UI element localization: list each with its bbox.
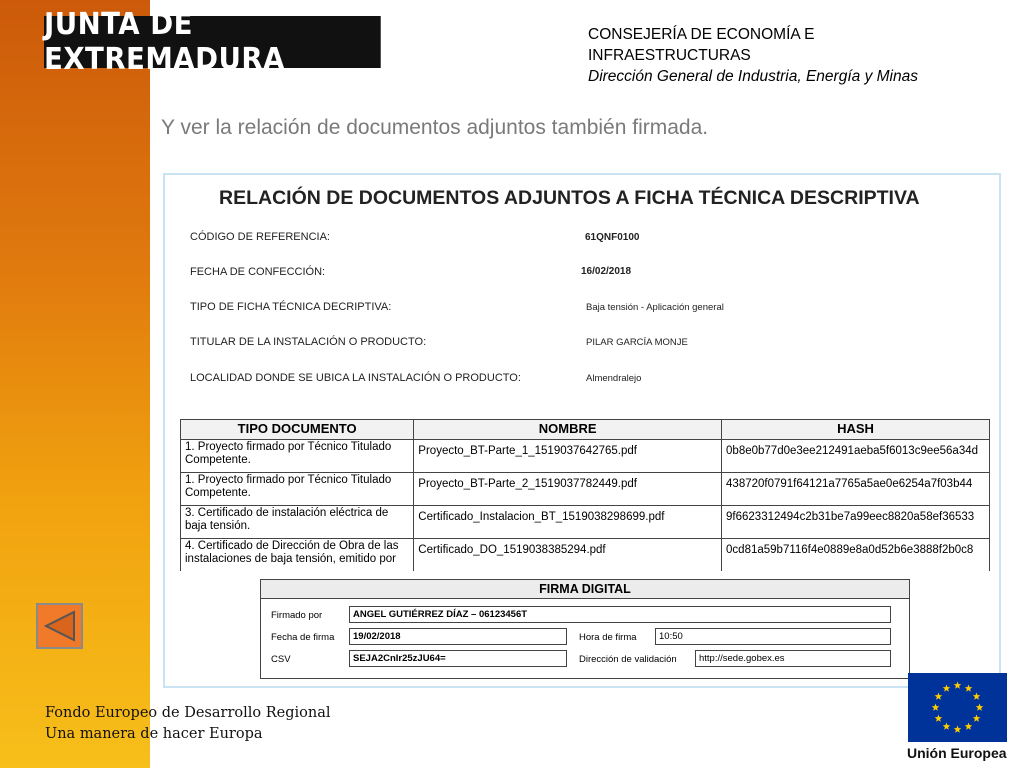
slide-subtitle: Y ver la relación de documentos adjuntos también firmada. <box>161 116 709 139</box>
field-label-localidad: LOCALIDAD DONDE SE UBICA LA INSTALACIÓN O PRODUCTO: <box>190 372 521 384</box>
firma-value-hora: 10:50 <box>655 628 891 645</box>
field-value-titular: PILAR GARCÍA MONJE <box>586 337 688 348</box>
documents-table <box>180 419 990 572</box>
column-header-hash: HASH <box>722 420 990 440</box>
cell-hash: 438720f0791f64121a7765a5ae0e6254a7f03b44 <box>722 473 990 506</box>
firma-label-csv: CSV <box>271 654 291 665</box>
cell-hash: 0cd81a59b7116f4e0889e8a0d52b6e3888f2b0c8 <box>722 539 990 572</box>
cell-nombre: Certificado_Instalacion_BT_1519038298699.pdf <box>414 506 722 539</box>
firma-value-firmado: ANGEL GUTIÉRREZ DÍAZ – 06123456T <box>349 606 891 623</box>
column-header-nombre: NOMBRE <box>414 420 722 440</box>
footer-line-1: Fondo Europeo de Desarrollo Regional <box>45 705 331 721</box>
table-row <box>181 506 990 539</box>
directorate: Dirección General de Industria, Energía y Minas <box>588 68 918 85</box>
digital-signature-box <box>260 579 910 679</box>
document-image <box>163 173 1001 688</box>
eu-star <box>973 693 981 700</box>
cell-tipo: 3. Certificado de instalación eléctrica de baja tensión. <box>181 506 414 539</box>
field-label-fecha: FECHA DE CONFECCIÓN: <box>190 266 326 278</box>
firma-value-direccion: http://sede.gobex.es <box>695 650 891 667</box>
logo-text: JUNTA DE EXTREMADURA <box>44 7 285 77</box>
cell-tipo: 1. Proyecto firmado por Técnico Titulado Competente. <box>181 440 414 473</box>
table-header-row <box>181 420 990 440</box>
sidebar-stripe <box>0 0 150 768</box>
eu-flag-icon <box>908 673 1007 742</box>
cell-nombre: Proyecto_BT-Parte_1_1519037642765.pdf <box>414 440 722 473</box>
document-title: RELACIÓN DE DOCUMENTOS ADJUNTOS A FICHA TÉCNICA DESCRIPTIVA <box>219 187 920 209</box>
field-label-codigo: CÓDIGO DE REFERENCIA: <box>190 231 330 243</box>
triangle-left-icon <box>43 610 77 642</box>
eu-star <box>943 684 951 691</box>
field-value-localidad: Almendralejo <box>586 373 642 384</box>
field-value-codigo: 61QNF0100 <box>585 232 640 243</box>
cell-hash: 9f6623312494c2b31be7a99eec8820a58ef36533 <box>722 506 990 539</box>
department-line-2: INFRAESTRUCTURAS <box>588 47 751 64</box>
field-value-tipo: Baja tensión - Aplicación general <box>586 302 724 313</box>
cell-hash: 0b8e0b77d0e3ee212491aeba5f6013c9ee56a34d <box>722 440 990 473</box>
eu-star <box>932 704 940 711</box>
column-header-tipo: TIPO DOCUMENTO <box>181 420 414 440</box>
firma-value-fecha: 19/02/2018 <box>349 628 567 645</box>
footer-text <box>45 703 330 745</box>
cell-tipo: 4. Certificado de Dirección de Obra de las instalaciones de baja tensión, emitido por <box>181 539 414 572</box>
department-header <box>588 24 1008 87</box>
eu-label: Unión Europea <box>907 745 1007 761</box>
eu-star <box>954 726 962 733</box>
eu-star <box>954 682 962 689</box>
eu-stars <box>908 673 1007 742</box>
cell-nombre: Certificado_DO_1519038385294.pdf <box>414 539 722 572</box>
firma-label-fecha: Fecha de firma <box>271 632 335 643</box>
eu-star <box>935 693 943 700</box>
department-line-1: CONSEJERÍA DE ECONOMÍA E <box>588 26 815 43</box>
firma-label-firmado: Firmado por <box>271 610 323 621</box>
firma-value-csv: SEJA2CnIr25zJU64= <box>349 650 567 667</box>
table-row <box>181 440 990 473</box>
eu-star <box>976 704 984 711</box>
cell-tipo: 1. Proyecto firmado por Técnico Titulado Competente. <box>181 473 414 506</box>
junta-logo <box>44 7 381 77</box>
field-label-tipo: TIPO DE FICHA TÉCNICA DECRIPTIVA: <box>190 301 392 313</box>
eu-star <box>965 684 973 691</box>
eu-star <box>965 723 973 730</box>
eu-star <box>973 715 981 722</box>
eu-star <box>943 723 951 730</box>
firma-label-direccion: Dirección de validación <box>579 654 677 665</box>
back-button[interactable] <box>36 603 83 649</box>
field-value-fecha: 16/02/2018 <box>581 266 632 277</box>
firma-title: FIRMA DIGITAL <box>261 580 909 599</box>
firma-label-hora: Hora de firma <box>579 632 637 643</box>
eu-star <box>935 715 943 722</box>
field-label-titular: TITULAR DE LA INSTALACIÓN O PRODUCTO: <box>190 336 427 348</box>
table-row <box>181 473 990 506</box>
table-row <box>181 539 990 572</box>
cell-nombre: Proyecto_BT-Parte_2_1519037782449.pdf <box>414 473 722 506</box>
footer-line-2: Una manera de hacer Europa <box>45 726 263 742</box>
